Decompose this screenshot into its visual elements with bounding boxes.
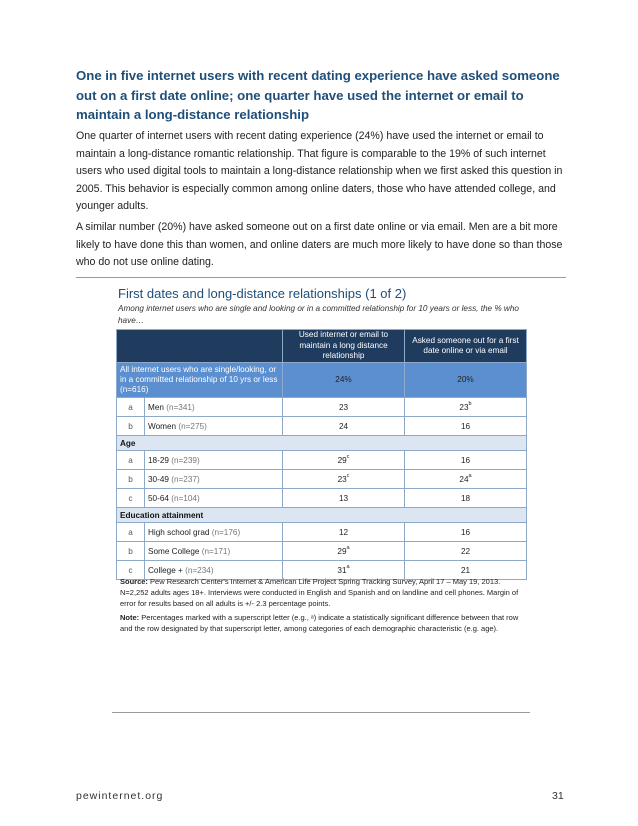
value-cell-2 (405, 417, 527, 436)
significance-letter: a (468, 472, 472, 479)
all-users-value-1: 24% (283, 363, 405, 398)
row-sample-size: (n=239) (171, 455, 200, 465)
figure-notes (120, 576, 524, 637)
row-label-text: Women (148, 421, 177, 431)
age-row (117, 451, 527, 470)
row-sample-size: (n=176) (211, 527, 241, 537)
value-cell-1 (283, 451, 405, 470)
footer-page-number: 31 (552, 790, 564, 802)
value-1: 12 (338, 527, 349, 537)
row-sample-size: (n=234) (185, 565, 214, 575)
source-label: Source: (120, 577, 148, 586)
value-cell-2 (405, 398, 527, 417)
figure-subtitle: Among internet users who are single and looking or in a committed relationship for 10 years or less, the % who have… (118, 304, 519, 325)
row-label-text: 30-49 (148, 474, 169, 484)
column-header: Used internet or email to maintain a long distance relationship (283, 330, 405, 363)
note-text: Percentages marked with a superscript letter (e.g., ᵃ) indicate a statistically significant difference between that row and the row designated by that superscript letter, among categories of each demographic characteristic (e.g. age). (120, 613, 519, 633)
value-1: 13 (338, 493, 349, 503)
note-label: Note: (120, 613, 140, 622)
row-label (145, 523, 283, 542)
significance-letter: b (468, 400, 472, 407)
value-1: 29 (337, 546, 347, 556)
significance-letter: c (346, 453, 350, 460)
footer-site: pewinternet.org (76, 790, 164, 802)
figure-bottom-divider (112, 712, 530, 713)
data-table (116, 329, 527, 580)
value-cell-1 (283, 523, 405, 542)
value-2: 22 (460, 546, 471, 556)
section-header-label: Education attainment (117, 508, 527, 523)
row-letter: c (117, 489, 145, 508)
value-1: 29 (337, 455, 347, 465)
row-label (145, 470, 283, 489)
significance-letter: a (346, 544, 350, 551)
value-cell-1 (283, 417, 405, 436)
row-sample-size: (n=341) (166, 402, 195, 412)
row-letter: a (117, 398, 145, 417)
value-1: 23 (337, 474, 347, 484)
education-row (117, 523, 527, 542)
all-users-label: All internet users who are single/looking, or in a committed relationship of 10 yrs or less (n=616) (117, 363, 283, 398)
education-row (117, 542, 527, 561)
section-header-label: Age (117, 436, 527, 451)
row-label (145, 489, 283, 508)
value-cell-1 (283, 489, 405, 508)
value-2: 16 (460, 455, 471, 465)
value-2: 23 (459, 402, 469, 412)
row-sample-size: (n=237) (171, 474, 200, 484)
row-sample-size: (n=171) (201, 546, 231, 556)
row-letter: b (117, 470, 145, 489)
row-letter: c (117, 561, 145, 580)
row-sample-size: (n=104) (171, 493, 200, 503)
header-blank-cell (117, 330, 283, 363)
age-row (117, 470, 527, 489)
row-label-text: 18-29 (148, 455, 169, 465)
row-label-text: High school grad (148, 527, 210, 537)
value-2: 21 (460, 565, 471, 575)
source-note (120, 576, 524, 609)
value-2: 18 (460, 493, 471, 503)
value-1: 23 (338, 402, 349, 412)
section-heading: One in five internet users with recent dating experience have asked someone out on a first date online; one quarter have used the internet or email to maintain a long-distance relationship (76, 68, 560, 122)
row-label (145, 542, 283, 561)
value-1: 24 (338, 421, 349, 431)
value-cell-1 (283, 398, 405, 417)
value-2: 16 (460, 527, 471, 537)
value-cell-2 (405, 523, 527, 542)
gender-row (117, 417, 527, 436)
significance-letter: a (346, 563, 350, 570)
row-label-text: College + (148, 565, 183, 575)
row-label-text: 50-64 (148, 493, 169, 503)
section-header-row (117, 436, 527, 451)
section-header-row (117, 508, 527, 523)
value-cell-2 (405, 489, 527, 508)
value-cell-2 (405, 451, 527, 470)
all-users-value-2: 20% (405, 363, 527, 398)
figure-title: First dates and long-distance relationships (1 of 2) (118, 286, 407, 301)
paragraph-2: A similar number (20%) have asked someone out on a first date online or via email. Men are a bit more likely to have done this than women, and online daters are much more likely to have done so than those who do not use online dating. (76, 221, 563, 269)
row-letter: b (117, 417, 145, 436)
row-label (145, 398, 283, 417)
row-label (145, 417, 283, 436)
value-cell-2 (405, 470, 527, 489)
row-label-text: Men (148, 402, 164, 412)
paragraph-1: One quarter of internet users with recent dating experience (24%) have used the internet or email to maintain a long-distance romantic relationship. That figure is comparable to the 19% of such internet users who used digital tools to maintain a long-distance relationship when we first asked this question in 2005. This behavior is especially common among online daters, those who have attended college, and younger adults. (76, 130, 563, 213)
column-header: Asked someone out for a first date online or via email (405, 330, 527, 363)
value-cell-1 (283, 542, 405, 561)
gender-row (117, 398, 527, 417)
row-letter: a (117, 451, 145, 470)
age-row (117, 489, 527, 508)
all-users-row (117, 363, 527, 398)
figure-top-divider (76, 277, 566, 278)
note (120, 612, 524, 634)
value-cell-2 (405, 542, 527, 561)
row-label-text: Some College (148, 546, 200, 556)
value-1: 31 (337, 565, 347, 575)
value-cell-1 (283, 470, 405, 489)
row-letter: a (117, 523, 145, 542)
row-letter: b (117, 542, 145, 561)
source-text: Pew Research Center's Internet & American Life Project Spring Tracking Survey, April 17 – May 19, 2013. N=2,252 adults ages 18+. Interviews were conducted in English and Spanish and on landline and cell phones. Margin of error for results based on all adults is +/- 2.3 percentage points. (120, 577, 519, 608)
table-header-row (117, 330, 527, 363)
row-sample-size: (n=275) (178, 421, 207, 431)
value-2: 16 (460, 421, 471, 431)
figure-box (112, 282, 530, 712)
value-2: 24 (459, 474, 469, 484)
row-label (145, 451, 283, 470)
significance-letter: c (346, 472, 350, 479)
